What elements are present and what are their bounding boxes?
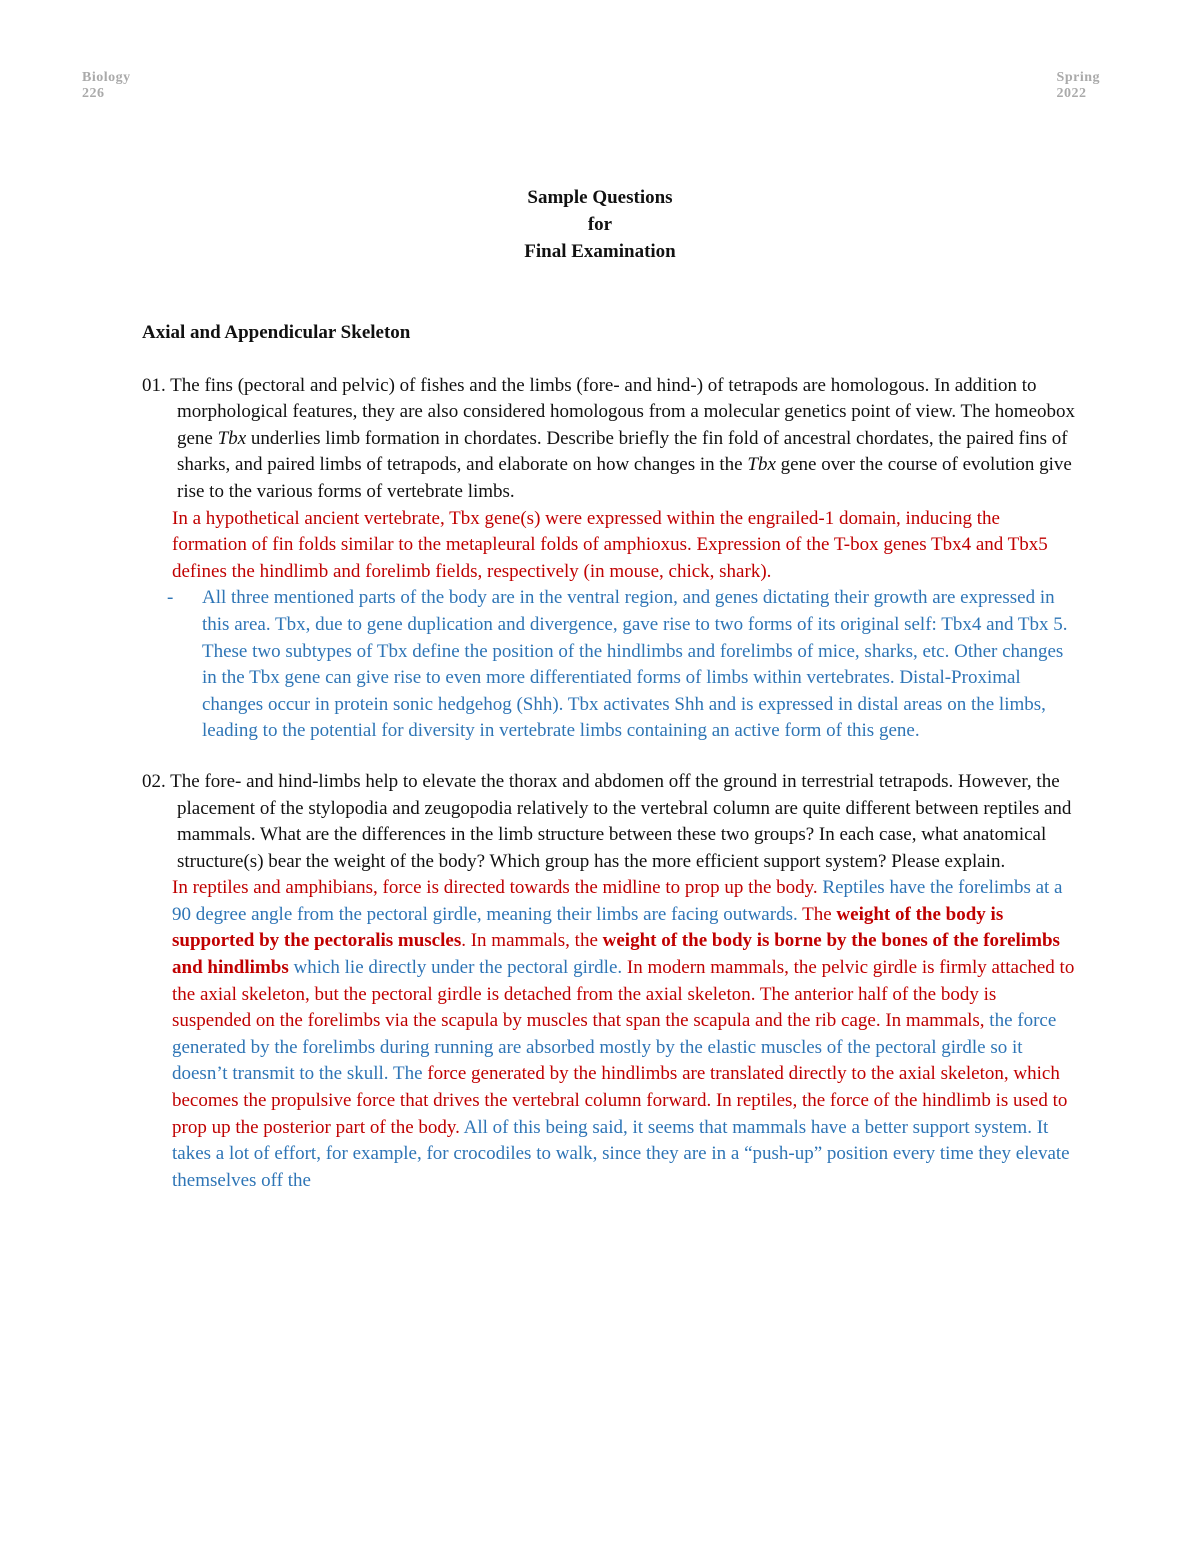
answer-2-seg-3: The <box>797 903 837 925</box>
question-1-student-answer <box>142 585 1077 745</box>
answer-2-seg-4: weight of the body is supported by the pectoralis muscles <box>172 903 1004 952</box>
course-number: 226 <box>82 86 105 101</box>
answer-2-seg-2: Reptiles have the forelimbs at a 90 degree angle from the pectoral girdle, meaning their limbs are facing outwards. <box>172 877 1063 925</box>
question-1-term-tbx-2: Tbx <box>747 454 776 476</box>
term-year: 2022 <box>1056 86 1087 101</box>
question-1-student-answer-text: All three mentioned parts of the body are in the ventral region, and genes dictating their growth are expressed in this area. Tbx, due to gene duplication and divergence, gave rise to two forms of its original self: Tbx4 and Tbx 5. These two subtypes of Tbx define the position of the hindlimbs and forelimbs of mice, sharks, etc. Other changes in the Tbx gene can give rise to even more differentiated forms of limbs within vertebrates. Distal-Proximal changes occur in protein sonic hedgehog (Shh). Tbx activates Shh and is expressed in distal areas on the limbs, leading to the potential for diversity in vertebrate limbs containing an active form of this gene. <box>202 587 1068 742</box>
bullet-dash: - <box>167 587 174 609</box>
question-1-text-c: gene over the course of evolution give rise to the various forms of vertebrate limbs. <box>177 454 1072 502</box>
question-1 <box>142 373 1077 506</box>
answer-2-seg-6: weight of the body is borne by the bones of the forelimbs and hindlimbs <box>172 930 1060 979</box>
question-1-answer-key: In a hypothetical ancient vertebrate, Tbx gene(s) were expressed within the engrailed-1 domain, inducing the formation of fin folds similar to the metapleural folds of amphioxus. Expression of the T-box genes Tbx4 and Tbx5 defines the hindlimb and forelimb fields, respectively (in mouse, chick, shark). <box>172 507 1048 582</box>
answer-2-seg-11: All of this being said, it seems that mammals have a better support system. It takes a lot of effort, for example, for crocodiles to walk, since they are in a “push-up” position every time they elevate themselves off the <box>172 1116 1070 1191</box>
question-2 <box>142 769 1077 875</box>
answer-2-seg-5: . In mammals, the <box>461 930 603 952</box>
answer-2-seg-8: In modern mammals, the pelvic girdle is firmly attached to the axial skeleton, but the pectoral girdle is detached from the axial skeleton. The anterior half of the body is suspended on the forelimbs via the scapula by muscles that span the scapula and the rib cage. In mammals, <box>172 957 1075 1032</box>
question-1-term-tbx: Tbx <box>217 427 247 449</box>
title-line-2: for <box>587 214 613 235</box>
question-2-answer <box>142 875 1077 1194</box>
answer-2-seg-7: which lie directly under the pectoral girdle. <box>288 957 623 979</box>
document-title <box>0 184 1200 265</box>
question-1-text-a: The fins (pectoral and pelvic) of fishes and the limbs (fore- and hind-) of tetrapods are homologous. In addition to morphological features, they are also considered homologous from a molecular genetics point of view. The homeobox gene <box>165 374 1076 449</box>
document-body <box>142 320 1077 1194</box>
answer-2-seg-9: the force generated by the forelimbs during running are absorbed mostly by the elastic muscles of the pectoral girdle so it doesn’t transmit to the skull. The <box>172 1010 1057 1085</box>
term-label <box>1057 70 1100 102</box>
question-2-number: 02. <box>142 770 166 792</box>
term-season: Spring <box>1056 70 1100 85</box>
course-label <box>82 70 131 102</box>
question-1-number: 01. <box>142 374 166 396</box>
answer-2-seg-1: In reptiles and amphibians, force is directed towards the midline to prop up the body. <box>172 877 818 899</box>
section-heading: Axial and Appendicular Skeleton <box>142 322 411 343</box>
question-2-text: The fore- and hind-limbs help to elevate the thorax and abdomen off the ground in terrestrial tetrapods. However, the placement of the stylopodia and zeugopodia relatively to the vertebral column are quite different between reptiles and mammals. What are the differences in the limb structure between these two groups? In each case, what anatomical structure(s) bear the weight of the body? Which group has the more efficient support system? Please explain. <box>165 770 1072 872</box>
answer-2-seg-10: force generated by the hindlimbs are translated directly to the axial skeleton, which becomes the propulsive force that drives the vertebral column forward. In reptiles, the force of the hindlimb is used to prop up the posterior part of the body. <box>172 1063 1068 1138</box>
title-line-3: Final Examination <box>524 241 676 262</box>
question-1-text-b: underlies limb formation in chordates. Describe briefly the fin fold of ancestral chordates, the paired fins of sharks, and paired limbs of tetrapods, and elaborate on how changes in the <box>177 427 1068 476</box>
title-line-1: Sample Questions <box>527 187 673 208</box>
course-name: Biology <box>82 70 131 85</box>
